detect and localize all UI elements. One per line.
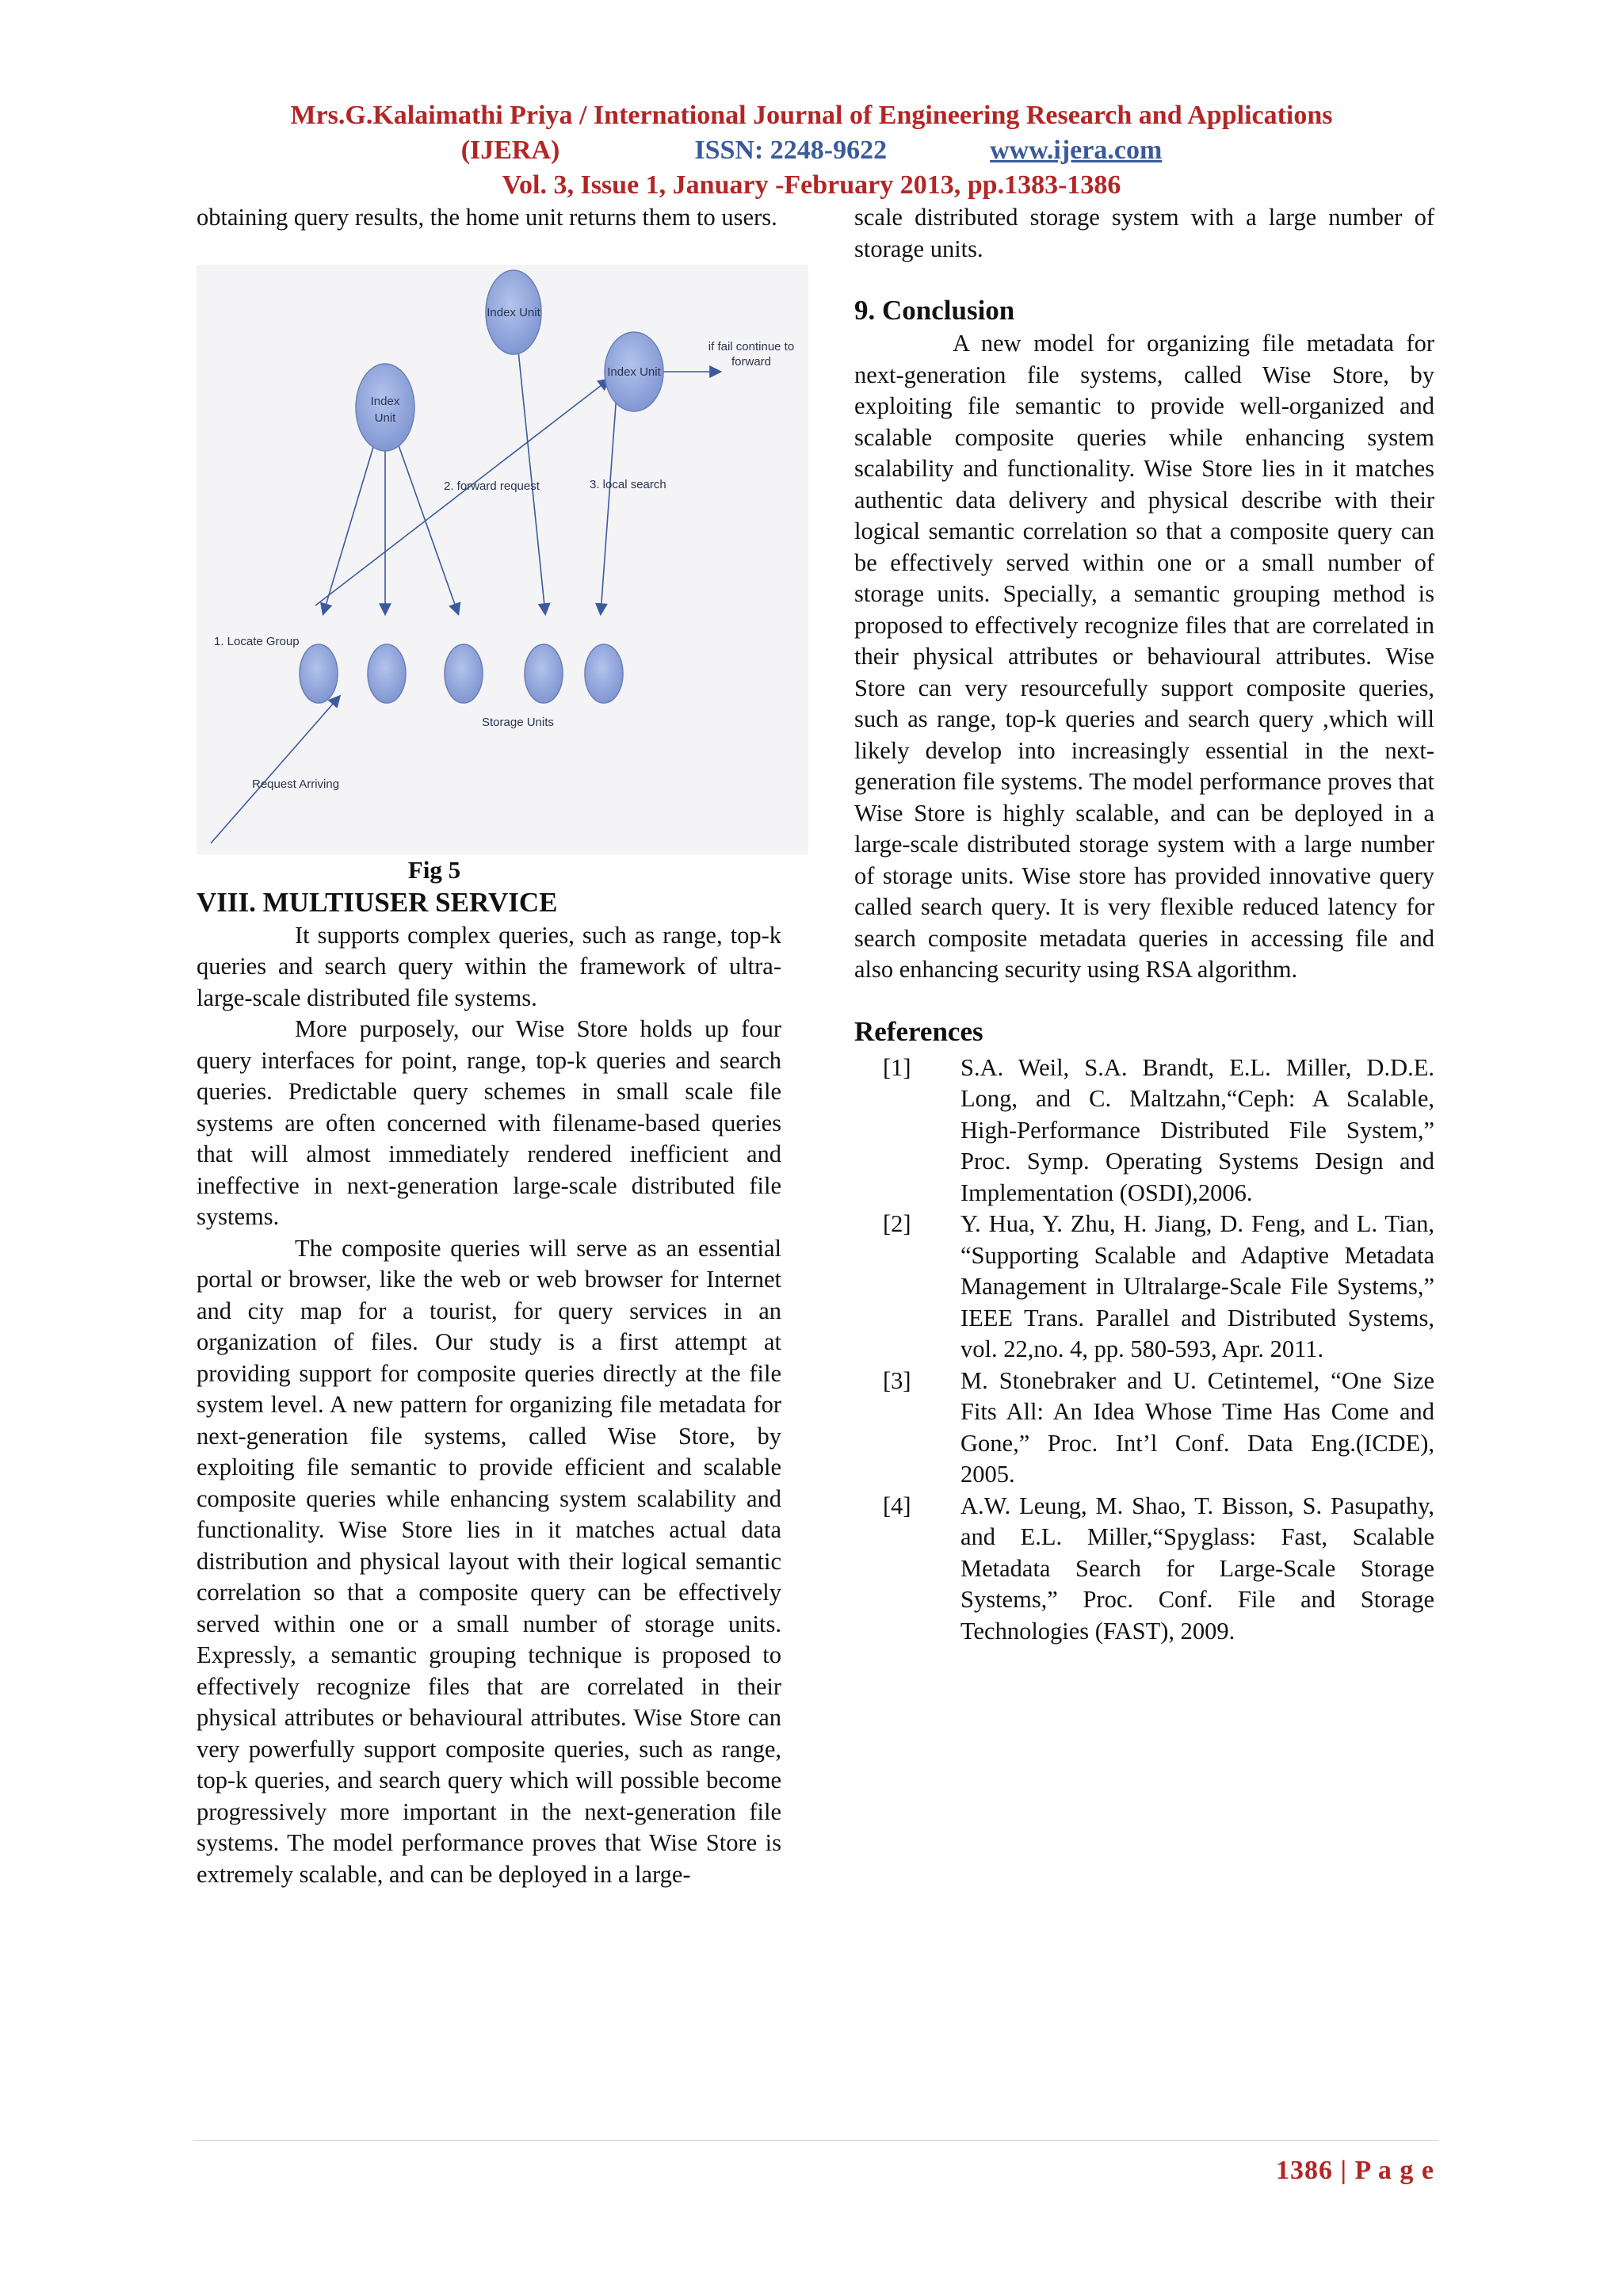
- issn: ISSN: 2248-9622: [694, 136, 888, 165]
- right-column: [854, 202, 1434, 1647]
- header-line-3: Vol. 3, Issue 1, January -February 2013, pp.1383-1386: [502, 170, 1121, 200]
- label-forward-request: 2. forward request: [444, 479, 540, 493]
- storage-unit-node: [585, 644, 623, 703]
- section-title-references: References: [854, 1015, 983, 1047]
- reference-item: [854, 1052, 1434, 1209]
- edge-right-index-to-storage-5: [601, 372, 618, 613]
- reference-number: [3]: [883, 1366, 911, 1394]
- label-locate-group: 1. Locate Group: [214, 635, 300, 648]
- journal-website-link[interactable]: www.ijera.com: [990, 136, 1163, 165]
- label-request-arriving: Request Arriving: [252, 777, 340, 791]
- label-local-search: 3. local search: [590, 478, 666, 491]
- figure-5-diagram: [197, 265, 808, 854]
- label-index-unit-left-1: Index: [370, 395, 400, 408]
- footer-divider: [193, 2140, 1438, 2141]
- figure-caption: Fig 5: [407, 856, 461, 884]
- page-number: 1386 | P a g e: [1276, 2156, 1434, 2185]
- reference-text: Y. Hua, Y. Zhu, H. Jiang, D. Feng, and L. Tian, “Supporting Scalable and Adaptive Metadata Management in Ultralarge-Scale File Systems,” IEEE Trans. Parallel and Distributed Systems, vol. 22,no. 4, pp. 580-593, Apr. 2011.: [960, 1210, 1434, 1362]
- label-index-unit-top: Index Unit: [487, 306, 540, 319]
- header-line-2: [0, 133, 1623, 168]
- header-line-1: Mrs.G.Kalaimathi Priya / International Journal of Engineering Research and Applications: [290, 101, 1333, 130]
- reference-item: [854, 1209, 1434, 1366]
- storage-unit-node: [525, 644, 563, 703]
- storage-unit-node: [445, 644, 483, 703]
- section-title-multiuser: VIII. MULTIUSER SERVICE: [197, 886, 558, 918]
- reference-list: [854, 1052, 1434, 1648]
- reference-number: [4]: [883, 1492, 911, 1519]
- reference-number: [2]: [883, 1210, 911, 1237]
- label-fail-note-2: forward: [731, 355, 772, 369]
- left-intro-text: obtaining query results, the home unit returns them to users.: [197, 204, 777, 231]
- storage-unit-node: [368, 644, 406, 703]
- conclusion-paragraph: A new model for organizing file metadata for next-generation file systems, called Wise Store, by exploiting file semantic to provide well-organized and scalable composite queries while enhancing system scalability and functionality. Wise Store lies in it matches authentic data delivery and physical describe with their logical semantic correlation so that a composite query can be effectively served within one or a small number of storage units. Specially, a semantic grouping method is proposed to effectively recognize files that are correlated in their physical attributes or behavioural attributes. Wise Store can very resourcefully support composite queries, such as range, top-k queries and search query ,which will likely develop into increasingly essential in the next-generation file systems. The model performance proves that Wise Store is highly scalable, and can be deployed in a large-scale distributed storage system with a large number of storage units. Wise store has provided innovative query called search query. It is very flexible reduced latency for search composite metadata queries in accessing file and also enhancing security using RSA algorithm.: [854, 330, 1434, 983]
- journal-abbr: (IJERA): [460, 136, 560, 165]
- reference-text: S.A. Weil, S.A. Brandt, E.L. Miller, D.D.E. Long, and C. Maltzahn,“Ceph: A Scalable, High-Performance Distributed File System,” Proc. Symp. Operating Systems Design and Implementation (OSDI),2006.: [960, 1053, 1434, 1206]
- label-index-unit-right: Index Unit: [607, 365, 661, 379]
- label-fail-note-1: if fail continue to: [708, 340, 795, 353]
- label-storage-units: Storage Units: [482, 716, 554, 729]
- label-index-unit-left-2: Unit: [374, 411, 396, 425]
- paragraph: More purposely, our Wise Store holds up four query interfaces for point, range, top-k queries and search queries. Predictable query schemes in small scale file systems are often concerned with filename-based queries that will almost immediately rendered inefficient and ineffective in next-generation large-scale distributed file systems.: [197, 1015, 781, 1230]
- reference-item: [854, 1366, 1434, 1491]
- reference-item: [854, 1491, 1434, 1648]
- section-title-conclusion: 9. Conclusion: [854, 295, 1015, 326]
- edge-request-arriving: [211, 697, 339, 843]
- storage-unit-node: [300, 644, 338, 703]
- reference-text: M. Stonebraker and U. Cetintemel, “One Size Fits All: An Idea Whose Time Has Come and Gone,” Proc. Int’l Conf. Data Eng.(ICDE), 2005.: [960, 1366, 1434, 1488]
- reference-number: [1]: [883, 1053, 911, 1081]
- paragraph: The composite queries will serve as an essential portal or browser, like the web or web browser for Internet and city map for a tourist, for query services in an organization of files. Our study is a first attempt at providing support for composite queries directly at the file system level. A new pattern for organizing file metadata for next-generation file systems, called Wise Store, by exploiting file semantic to provide efficient and scalable composite queries while enhancing system scalability and functionality. Wise Store lies in it matches actual data distribution and physical layout with their logical semantic correlation so that a composite query can be effectively served within one or a small number of storage units. Expressly, a semantic grouping technique is proposed to effectively recognize files that are correlated in their physical attributes or behavioural attributes. Wise Store can very powerfully support composite queries, such as range, top-k queries, and search query which will possible become progressively more important in the next-generation file systems. The model performance proves that Wise Store is extremely scalable, and can be deployed in a large-: [197, 1234, 781, 1888]
- paragraph: It supports complex queries, such as range, top-k queries and search query within the framework of ultra-large-scale distributed file systems.: [197, 921, 781, 1011]
- reference-text: A.W. Leung, M. Shao, T. Bisson, S. Pasupathy, and E.L. Miller,“Spyglass: Fast, Scalable Metadata Search for Large-Scale Storage Systems,” Proc. Conf. File and Storage Technologies (FAST), 2009.: [960, 1492, 1434, 1645]
- query-routing-diagram: [197, 265, 808, 854]
- right-intro-text: scale distributed storage system with a large number of storage units.: [854, 204, 1434, 262]
- journal-header: [0, 98, 1623, 203]
